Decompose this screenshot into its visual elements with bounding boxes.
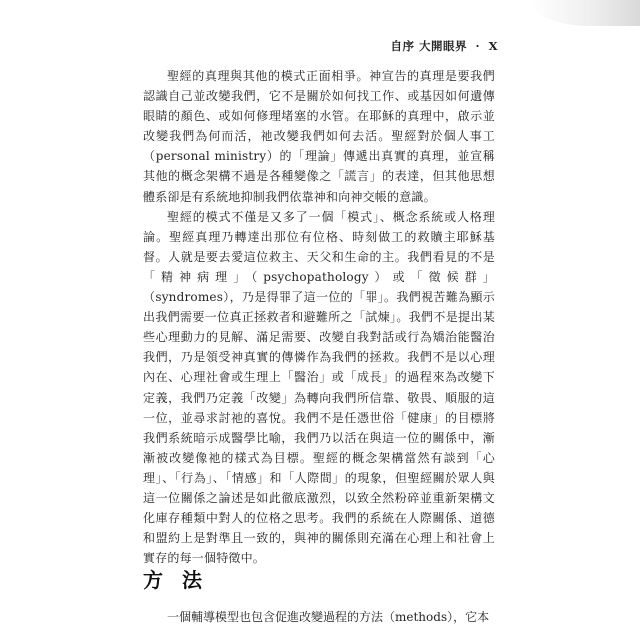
- section-opening-line: 一個輔導模型也包含促進改變過程的方法（methods），它本: [167, 610, 490, 624]
- paragraph-2: 聖經的模式不僅是又多了一個「模式」、概念系統或人格理論。聖經真理乃轉達出那位有位格、時刻做工的救贖主耶穌基督。人就是要去愛這位救主、天父和生命的主。我們看見的不是「精神病理」（psychopathology）或「徵候群」（syndromes），乃是得罪了這一位的「罪」。我們視苦難為顯示出我們需要一位真正拯救者和避難所之「試煉」。我們不是提出某些心理動力的見解、滿足需要、改變自我對話或行為矯治能醫治我們，乃是領受神真實的傳憐作為我們的拯救。我們不是以心理內在、心理社會或生理上「醫治」或「成長」的過程來為改變下定義，我們乃定義「改變」為轉向我們所信靠、敬畏、順服的這一位，並尋求討祂的喜悅。我們不是任憑世俗「健康」的目標將我們系統暗示成醫學比喻，我們乃以活在與這一位的關係中，漸漸被改變像祂的樣式為目標。聖經的概念架構當然有談到「心理」、「行為」、「情感」和「人際間」的現象，但聖經關於眾人與這一位關係之論述是如此徹底激烈，以致全然粉碎並重新架構文化庫存種類中對人的位格之思考。我們的系統在人際關係、道德和盟約上是對準且一致的，與神的關係則充滿在心理上和社會上實存的每一個特徵中。: [143, 209, 495, 566]
- header-chapter: 自序: [390, 39, 415, 53]
- page-corner-shade: [530, 0, 640, 26]
- body-text: [143, 66, 495, 568]
- page-number: X: [488, 39, 498, 53]
- header-title: 大開眼界: [419, 39, 468, 53]
- running-header: [391, 38, 499, 54]
- header-separator: ·: [475, 39, 481, 53]
- paragraph-1: 聖經的真理與其他的模式正面相爭。神宣告的真理是要我們認識自己並改變我們，它不是關於如何找工作、或基因如何遺傳眼睛的顏色、或如何修理堵塞的水管。在耶穌的真理中，啟示並改變我們為何而活，祂改變我們如何去活。聖經對於個人事工（personal ministry）的「理論」傳遞出真實的真理，並宣稱其他的概念架構不過是各種變像之「謊言」的表達，但其他思想體系卻是有系統地抑制我們依靠神和向神交帳的意識。: [143, 69, 495, 204]
- section-heading: 方 法: [143, 568, 208, 592]
